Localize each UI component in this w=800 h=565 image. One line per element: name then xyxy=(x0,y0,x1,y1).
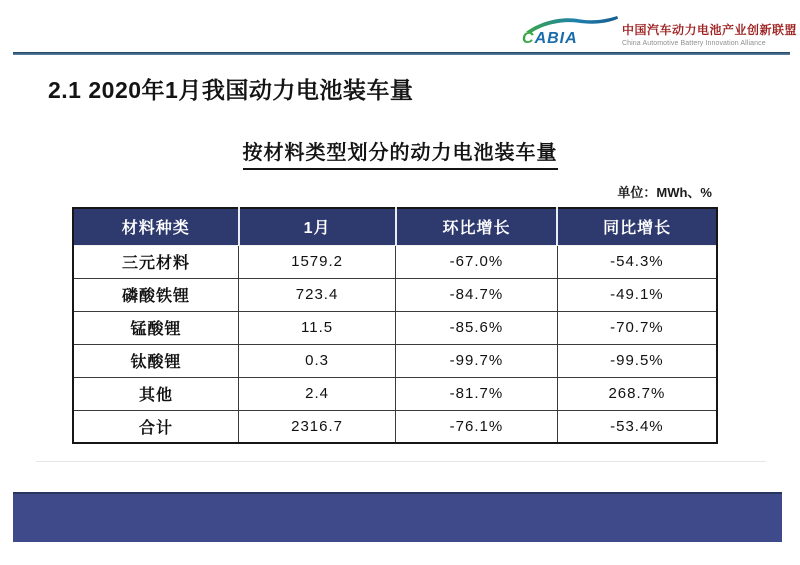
value-cell: 11.5 xyxy=(239,311,396,344)
value-cell: -67.0% xyxy=(396,245,558,278)
battery-table xyxy=(72,207,718,444)
value-cell: -85.6% xyxy=(396,311,558,344)
material-cell: 合计 xyxy=(73,410,239,443)
subtitle-wrap xyxy=(0,136,800,170)
value-cell: -99.5% xyxy=(557,344,717,377)
value-cell: -53.4% xyxy=(557,410,717,443)
material-cell: 钛酸锂 xyxy=(73,344,239,377)
section-subtitle: 按材料类型划分的动力电池装车量 xyxy=(243,136,558,170)
alliance-name-zh: 中国汽车动力电池产业创新联盟 xyxy=(622,23,798,37)
alliance-names xyxy=(622,21,798,47)
value-cell: 2316.7 xyxy=(239,410,396,443)
table-row xyxy=(73,311,717,344)
column-header-mom-growth: 环比增长 xyxy=(396,208,558,245)
cabia-wordmark-initial: C xyxy=(522,30,535,47)
header-divider xyxy=(13,52,790,55)
value-cell: -70.7% xyxy=(557,311,717,344)
column-header-material: 材料种类 xyxy=(73,208,239,245)
value-cell: -54.3% xyxy=(557,245,717,278)
column-header-yoy-growth: 同比增长 xyxy=(557,208,717,245)
cabia-wordmark-rest: ABIA xyxy=(534,30,578,47)
table-row xyxy=(73,377,717,410)
material-cell: 锰酸锂 xyxy=(73,311,239,344)
material-cell: 其他 xyxy=(73,377,239,410)
value-cell: -84.7% xyxy=(396,278,558,311)
alliance-name-en: China Automotive Battery Innovation Alliance xyxy=(622,40,766,47)
value-cell: 268.7% xyxy=(557,377,717,410)
table-row xyxy=(73,245,717,278)
material-cell: 磷酸铁锂 xyxy=(73,278,239,311)
slide-bottom-edge xyxy=(36,461,766,462)
unit-label: 单位：MWh、% xyxy=(617,185,712,200)
table-row-total xyxy=(73,410,717,443)
column-header-january: 1月 xyxy=(239,208,396,245)
value-cell: -49.1% xyxy=(557,278,717,311)
cabia-logo xyxy=(518,13,622,51)
cabia-wordmark xyxy=(522,30,578,48)
table-header-row xyxy=(73,208,717,245)
value-cell: -99.7% xyxy=(396,344,558,377)
value-cell: 723.4 xyxy=(239,278,396,311)
value-cell: -81.7% xyxy=(396,377,558,410)
table-row xyxy=(73,278,717,311)
value-cell: 2.4 xyxy=(239,377,396,410)
table-row xyxy=(73,344,717,377)
value-cell: 0.3 xyxy=(239,344,396,377)
footer-bar xyxy=(13,492,782,542)
value-cell: 1579.2 xyxy=(239,245,396,278)
material-cell: 三元材料 xyxy=(73,245,239,278)
value-cell: -76.1% xyxy=(396,410,558,443)
page-title: 2.1 2020年1月我国动力电池装车量 xyxy=(48,77,414,103)
